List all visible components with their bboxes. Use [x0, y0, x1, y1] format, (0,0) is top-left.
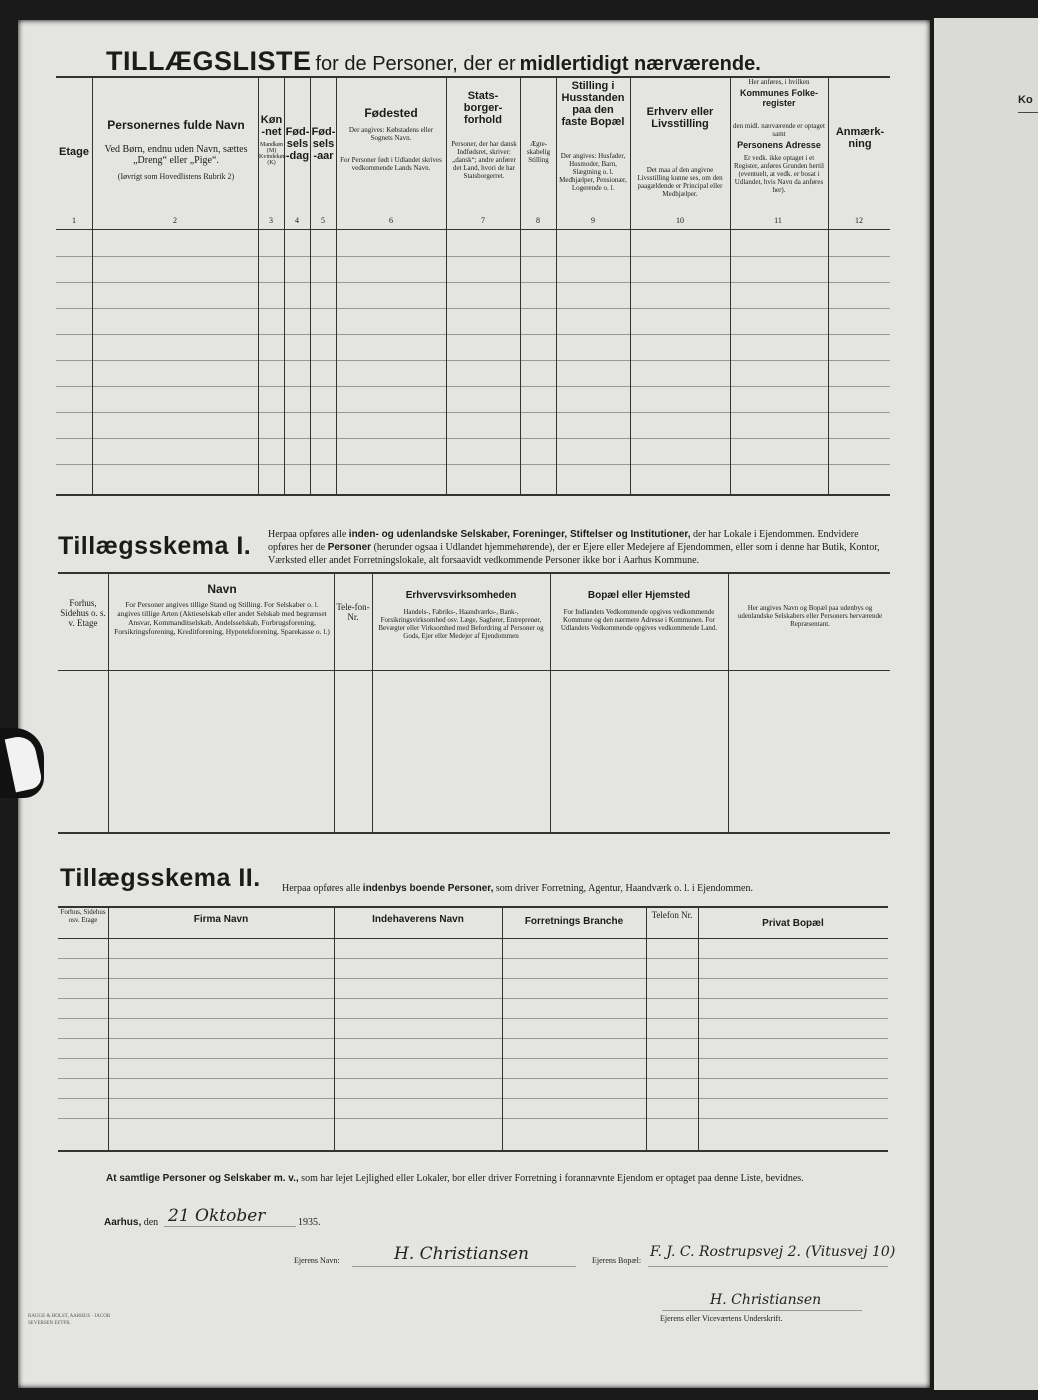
col-birthplace-notes: Der angives: Købstadens eller Sognets Navn. [348, 126, 434, 142]
skema2-blurb-b: indenbys boende Personer, [362, 883, 494, 894]
col-sex-heading: Køn-net [260, 114, 283, 138]
s2-col-branch: Forretnings Branche [524, 916, 624, 927]
skema1-blurb-b: inden- og udenlandske Selskaber, Foreninger, Stiftelser og Institutioner, [348, 529, 691, 540]
main-list-title [106, 46, 761, 77]
col-birthplace-notes2: For Personer født i Udlandet skrives vedkommende Lands Navn. [340, 156, 442, 172]
col-num: 7 [481, 216, 485, 225]
col-register-mid: den midl. nærværende er optaget samt [733, 122, 825, 138]
skema1-table [58, 572, 890, 834]
signature-label: Ejerens eller Viceværtens Underskrift. [660, 1314, 783, 1323]
s1-col-residence-notes: For Indlandets Vedkommende opgives vedkommende Kommune og den nærmere Adresse i Kommunen. For Udlandets Vedkommende opgives vedkommende Land. [560, 608, 718, 632]
col-register-notes: Er vedk. ikke optaget i et Register, anføres Grunden hertil (eventuelt, at vedk. er bosat i Udlandet, hvis Navn da anføres her). [734, 154, 824, 194]
owner-address-handwritten: F. J. C. Rostrupsvej 2. (Vitusvej 10) [650, 1244, 896, 1260]
col-num: 3 [269, 216, 273, 225]
s2-col-etage: Forhus, Sidehus osv. Etage [60, 908, 106, 924]
adjacent-page-label: Ko [1018, 94, 1033, 106]
col-birthyear-heading: Fød-sels-aar [311, 126, 336, 162]
attestation-statement [106, 1172, 896, 1185]
owner-name-label: Ejerens Navn: [294, 1256, 340, 1265]
den: den [143, 1217, 159, 1228]
col-num: 11 [774, 216, 782, 225]
s1-col-residence-heading: Bopæl eller Hjemsted [587, 590, 691, 601]
skema1-blurb-a: Herpaa opføres alle [268, 529, 347, 540]
skema2-table [58, 906, 888, 1152]
date-handwritten: 21 Oktober [168, 1206, 266, 1226]
col-remarks-heading: Anmærk-ning [835, 126, 885, 150]
col-num: 2 [173, 216, 177, 225]
col-num: 8 [536, 216, 540, 225]
owner-name-handwritten: H. Christiansen [394, 1244, 529, 1264]
col-birthday-heading: Fød-sels-dag [285, 126, 310, 162]
s2-col-owner: Indehaverens Navn [372, 914, 464, 925]
s1-col-name-notes: For Personer angives tillige Stand og Stilling. For Selskaber o. l. angives tillige Arten (Aktieselskab eller andet Selskab med begrænset Ansvar, Kommanditselskab, Andelsselskab, Forbrugsforening, Forsikringsforening, Kreditforening, Hypotekforening, Sparekasse o. l.) [114, 600, 330, 636]
statement-bold: At samtlige Personer og Selskaber m. v., [106, 1173, 299, 1184]
skema2-title: Tillægsskema II. [60, 864, 261, 892]
col-name-heading: Personernes fulde Navn [107, 118, 245, 132]
title-rest: for de Personer, der er [315, 53, 516, 75]
s1-col-phone: Tele-fon-Nr. [336, 602, 370, 622]
skema1-blurb-c: der har Lokale i Ejendommen. [693, 529, 815, 540]
col-num: 10 [676, 216, 684, 225]
col-num: 6 [389, 216, 393, 225]
col-citizenship-heading: Stats-borger-forhold [463, 90, 503, 126]
s2-col-firm: Firma Navn [193, 914, 249, 925]
col-sex-notes: Mandkøn (M) Kvindekøn (K) [259, 142, 286, 166]
signature-handwritten: H. Christiansen [710, 1292, 822, 1308]
skema1-blurb-e: Personer [327, 542, 372, 553]
skema2-blurb [282, 882, 892, 895]
col-num: 4 [295, 216, 299, 225]
owner-address-label: Ejerens Bopæl: [592, 1256, 642, 1265]
title-bold: TILLÆGSLISTE [106, 46, 312, 76]
col-occupation-notes: Det maa af den angivne Livsstilling kunne ses, om den paagældende er Principal eller Medhjælper. [637, 166, 723, 198]
skema1-blurb-f: (herunder ogsaa i Udlandet hjemmehørende), der er Ejere eller Medejere af Ejendommen, eller som i denne har Butik, Kontor, Værksted eller andet Forretningslokale, alt forsaavidt vedkommende Personer ikke bor i Aarhus Kommune. [268, 542, 880, 566]
col-citizenship-notes: Personer, der har dansk Indfødsret, skriver: „dansk“; andre anfører det Land, hvori de har Statsborgerret. [451, 140, 517, 180]
col-num: 12 [855, 216, 863, 225]
form-page [18, 20, 930, 1388]
printer-imprint: BAGGE & HOLST, AARHUS · JACOB SEVERSEN EFTFR. [28, 1314, 111, 1326]
col-household-notes: Der angives: Husfader, Husmoder, Barn, Slægtning o. l. Medhjælper, Pensionær, Logerende o. l. [559, 152, 627, 192]
s1-col-business-notes: Handels-, Fabriks-, Haandværks-, Bank-, Forsikringsvirksomhed osv. Læge, Sagfører, Entreprenør, Bevægter eller Virksomhed med Befordring af Personer og Gods, Ejer eller Medejer af Ejendommen [378, 608, 544, 640]
col-birthplace-heading: Fødested [364, 106, 418, 120]
s2-col-private: Privat Bopæl [762, 918, 824, 929]
col-name-notes: Ved Børn, endnu uden Navn, sættes „Dreng“ eller „Pige“. [104, 144, 248, 166]
main-list-table [56, 76, 890, 496]
s1-col-name-heading: Navn [207, 582, 237, 596]
col-num: 1 [72, 216, 76, 225]
skema2-blurb-c: som driver Forretning, Agentur, Haandværk o. l. i Ejendommen. [495, 883, 753, 894]
col-register-pre: Her anføres, i hvilken [748, 78, 810, 86]
col-num: 9 [591, 216, 595, 225]
col-marital-heading: Ægte-skabelig Stilling [526, 140, 551, 164]
s2-col-phone: Telefon Nr. [651, 910, 693, 920]
col-num: 5 [321, 216, 325, 225]
col-occupation-heading: Erhverv eller Livsstilling [646, 106, 714, 130]
date-line [104, 1216, 158, 1229]
s1-col-representative-notes: Her angives Navn og Bopæl paa udenbys og udenlandske Selskabers eller Personers herværende Repræsentant. [737, 604, 883, 628]
title-bold2: midlertidigt nærværende. [519, 53, 761, 75]
skema1-blurb [268, 528, 890, 567]
col-register-heading: Kommunes Folke-register [739, 88, 818, 108]
col-household-heading: Stilling i Husstanden paa den faste Bopæl [561, 80, 625, 128]
col-register-heading2: Personens Adresse [737, 140, 821, 150]
year: 1935. [298, 1217, 321, 1228]
col-name-notes2: (Iøvrigt som Hovedlistens Rubrik 2) [117, 172, 235, 181]
s1-col-business-heading: Erhvervsvirksomheden [405, 590, 517, 601]
skema1-blurb-d: Endvidere opføres her de [268, 529, 859, 553]
col-etage-heading: Etage [59, 146, 89, 158]
statement-rest: som har lejet Lejlighed eller Lokaler, bor eller driver Forretning i forannævnte Ejendom er optaget paa denne Liste, bevidnes. [301, 1173, 804, 1184]
s1-col-etage: Forhus, Sidehus o. s. v. Etage [60, 598, 106, 628]
skema1-title: Tillægsskema I. [58, 532, 252, 560]
city: Aarhus, [104, 1217, 142, 1228]
adjacent-page [934, 18, 1038, 1390]
skema2-blurb-a: Herpaa opføres alle [282, 883, 361, 894]
